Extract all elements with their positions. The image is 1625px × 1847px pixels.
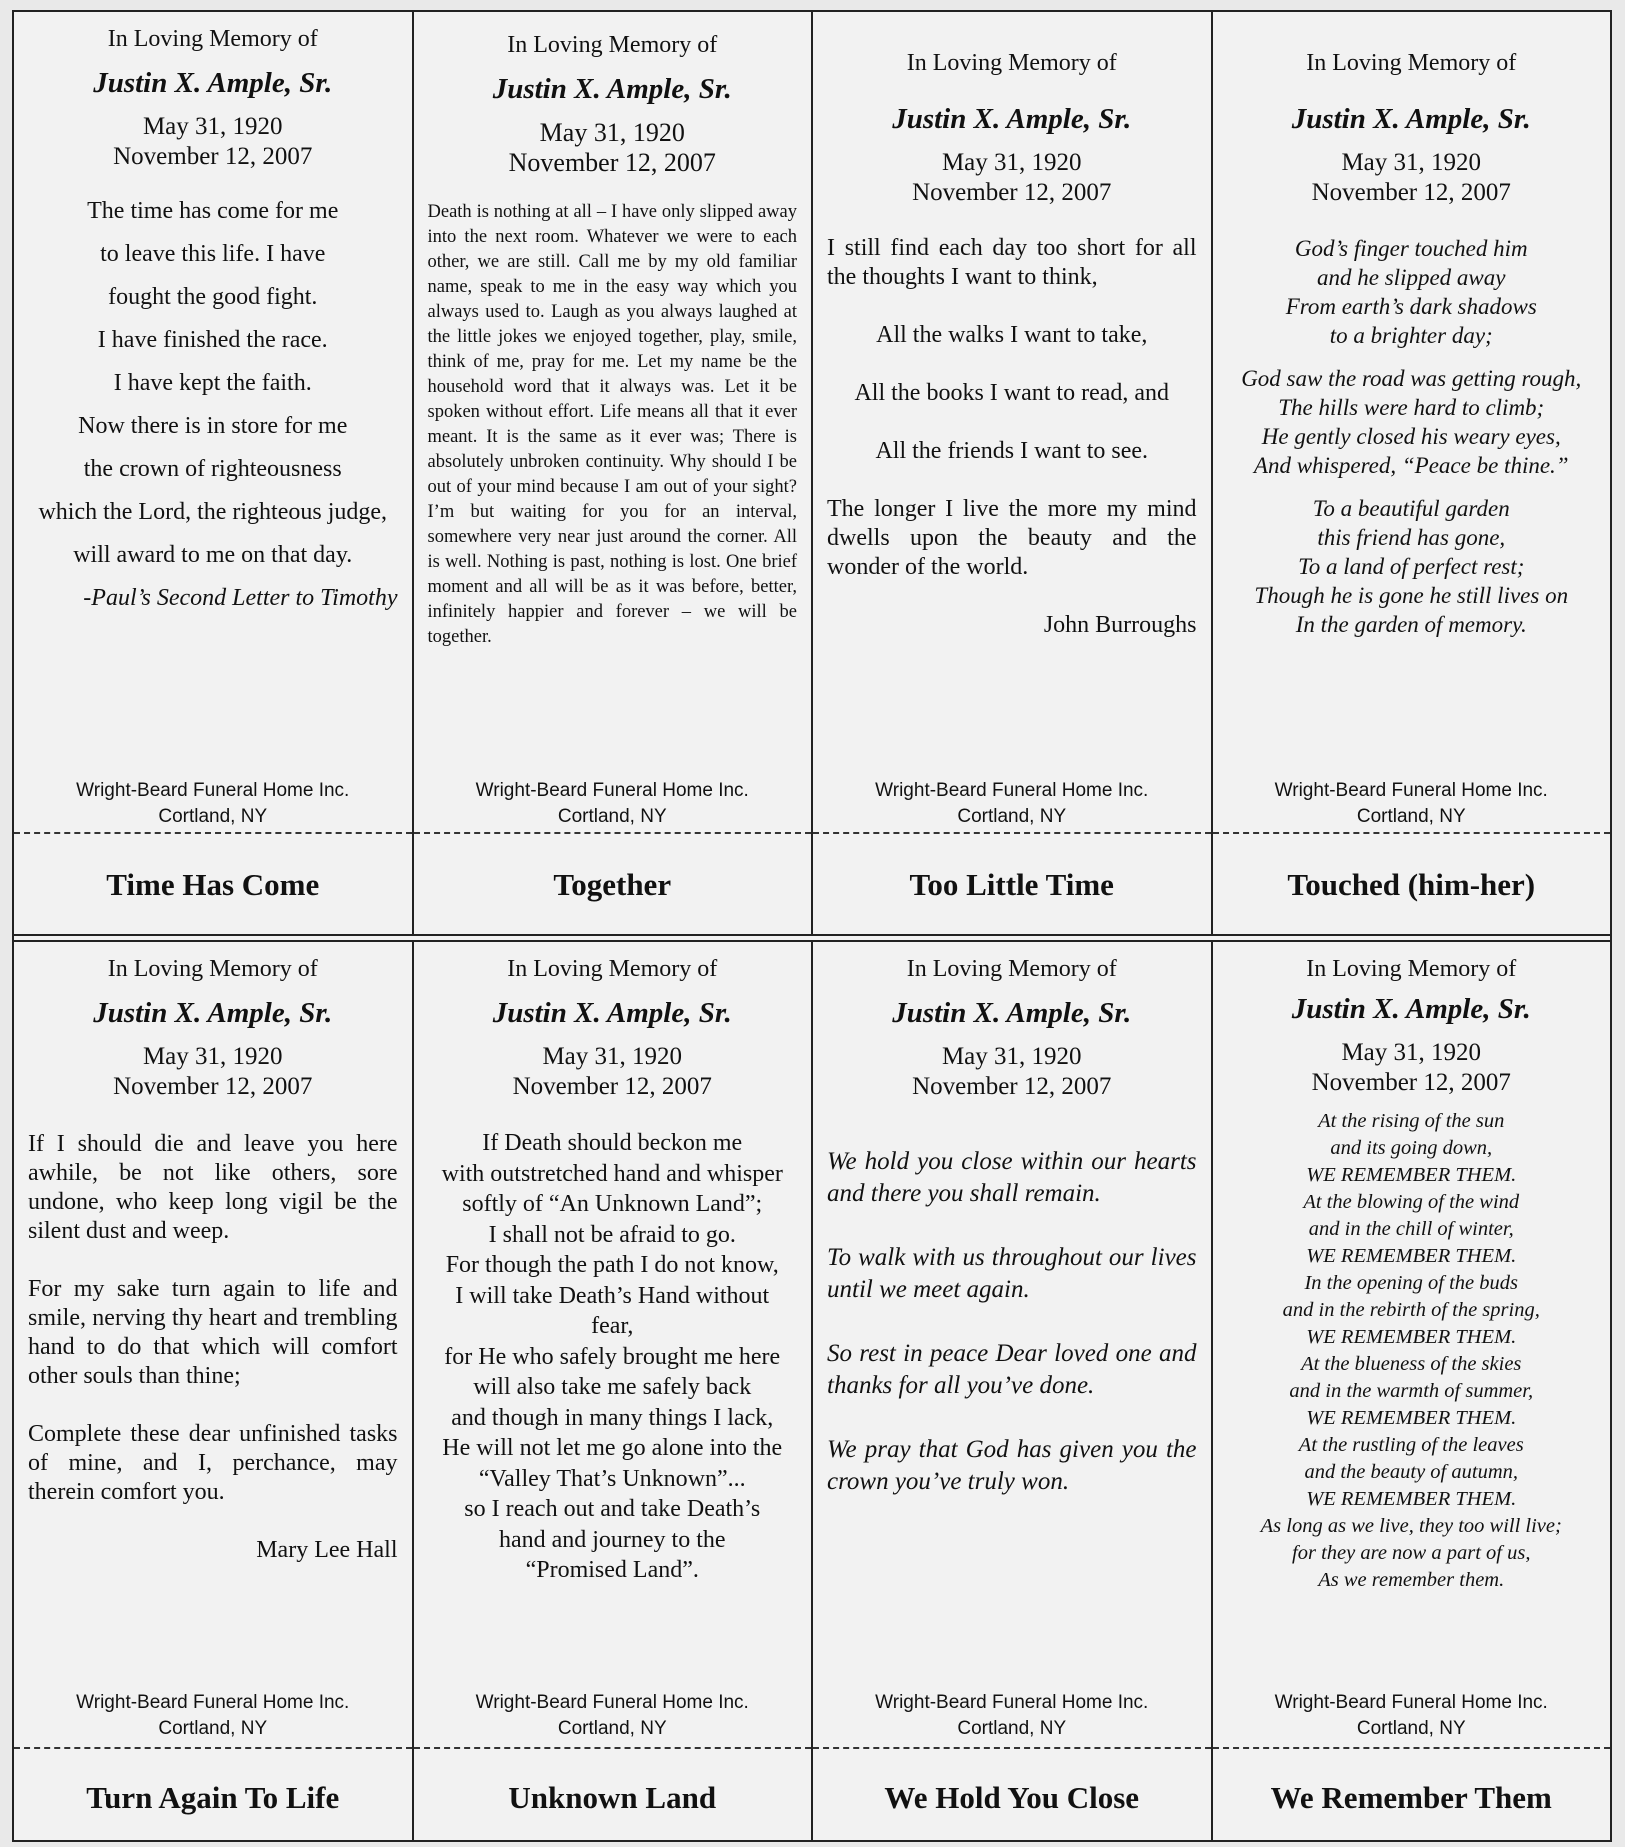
verse-line: with outstretched hand and whisper xyxy=(441,1160,783,1187)
dates xyxy=(28,112,398,172)
deceased-name: Justin X. Ample, Sr. xyxy=(1291,103,1531,135)
verse-attribution: Mary Lee Hall xyxy=(256,1537,398,1563)
verse-line: He gently closed his weary eyes, xyxy=(1261,424,1561,449)
verse xyxy=(28,1130,398,1565)
dates xyxy=(827,148,1197,208)
funeral-home-city: Cortland, NY xyxy=(158,1718,268,1739)
verse-line: I will take Death’s Hand without xyxy=(455,1282,770,1309)
verse xyxy=(1227,234,1597,639)
deceased-name: Justin X. Ample, Sr. xyxy=(93,67,333,99)
birth-date: May 31, 1920 xyxy=(142,113,283,140)
verse-line: The time has come for me xyxy=(87,198,339,224)
card-heading: In Loving Memory of xyxy=(906,50,1117,76)
verse-line: to leave this life. I have xyxy=(100,241,326,267)
verse-text: Death is nothing at all – I have only slipped away into the next room. Whatever we were to each other, we are still. Call me by my old familiar name, speak to me in the easy way which you always used to. Laugh as you always laughed at the little jokes we enjoyed together, play, smile, think of me, pray for me. Let my name be the household word that it always was. Let it be spoken without effort. Life means all that it ever meant. It is the same as it ever was; There is absolutely unbroken continuity. Why should I be out of your mind because I am out of your sight? I’m but waiting for you for an interval, somewhere very near just around the corner. All is well. Nothing is past, nothing is lost. One brief moment and all will be as it was before, better, infinitely happier and forever – we will be together. xyxy=(427,202,797,647)
deceased-name: Justin X. Ample, Sr. xyxy=(492,997,732,1029)
memorial-card-together xyxy=(414,12,814,934)
death-date: November 12, 2007 xyxy=(512,1073,712,1100)
death-date: November 12, 2007 xyxy=(113,143,313,170)
verse-line: To a beautiful garden xyxy=(1312,496,1510,521)
verse-line: and in the warmth of summer, xyxy=(1289,1380,1534,1402)
card-title: Time Has Come xyxy=(106,867,320,902)
deceased-name: Justin X. Ample, Sr. xyxy=(1291,993,1531,1025)
funeral-home-name: Wright-Beard Funeral Home Inc. xyxy=(76,780,350,801)
death-date: November 12, 2007 xyxy=(912,1073,1112,1100)
funeral-home-city: Cortland, NY xyxy=(557,1718,667,1739)
verse-line: At the blowing of the wind xyxy=(1303,1191,1520,1213)
verse-line: WE REMEMBER THEM. xyxy=(1306,1407,1517,1429)
verse-line: So rest in peace Dear loved one and thanks for all you’ve done. xyxy=(827,1340,1197,1399)
verse-line: We hold you close within our hearts and there you shall remain. xyxy=(827,1148,1197,1207)
verse-line: If I should die and leave you here awhile, be not like others, sore undone, who keep long vigil be the silent dust and weep. xyxy=(28,1131,398,1244)
death-date: November 12, 2007 xyxy=(508,148,716,177)
verse-line: He will not let me go alone into the xyxy=(442,1435,783,1461)
funeral-home-city: Cortland, NY xyxy=(1356,806,1466,827)
death-date: November 12, 2007 xyxy=(113,1073,313,1100)
verse-line: and the beauty of autumn, xyxy=(1304,1461,1518,1483)
verse-line: And whispered, “Peace be thine.” xyxy=(1253,453,1569,478)
deceased-name: Justin X. Ample, Sr. xyxy=(892,103,1132,135)
cut-line xyxy=(414,1747,812,1749)
verse-line: Complete these dear unfinished tasks of mine, and I, perchance, may therein comfort you. xyxy=(28,1421,398,1505)
verse-line: Though he is gone he still lives on xyxy=(1254,583,1569,608)
card-heading: In Loving Memory of xyxy=(107,956,318,982)
dates xyxy=(1227,148,1597,208)
verse-line: WE REMEMBER THEM. xyxy=(1306,1326,1517,1348)
card-title: Together xyxy=(553,867,672,902)
death-date: November 12, 2007 xyxy=(1311,1069,1511,1096)
death-date: November 12, 2007 xyxy=(912,179,1112,206)
verse-line: If Death should beckon me xyxy=(482,1130,743,1156)
cut-line xyxy=(14,832,412,834)
card-title: Turn Again To Life xyxy=(86,1780,340,1815)
card-title: We Hold You Close xyxy=(884,1780,1140,1815)
funeral-home-city: Cortland, NY xyxy=(1356,1718,1466,1739)
verse-line: and its going down, xyxy=(1330,1137,1493,1159)
cut-line xyxy=(1213,1747,1611,1749)
birth-date: May 31, 1920 xyxy=(542,1043,683,1070)
verse-line: WE REMEMBER THEM. xyxy=(1306,1164,1517,1186)
verse-line: To walk with us throughout our lives until we meet again. xyxy=(827,1244,1197,1303)
verse-line: We pray that God has given you the crown you’ve truly won. xyxy=(827,1436,1197,1495)
cut-line xyxy=(813,832,1211,834)
verse-line: The hills were hard to climb; xyxy=(1278,395,1545,420)
verse-line: At the rising of the sun xyxy=(1318,1110,1505,1132)
verse-line: will also take me safely back xyxy=(473,1374,752,1400)
card-heading: In Loving Memory of xyxy=(1306,956,1517,982)
verse-line: and he slipped away xyxy=(1317,265,1506,290)
deceased-name: Justin X. Ample, Sr. xyxy=(892,997,1132,1029)
verse-line: so I reach out and take Death’s xyxy=(464,1496,761,1522)
deceased-name: Justin X. Ample, Sr. xyxy=(93,997,333,1029)
card-title: Unknown Land xyxy=(508,1780,717,1815)
memorial-card-time-has-come xyxy=(14,12,414,934)
verse xyxy=(428,1128,798,1586)
death-date: November 12, 2007 xyxy=(1311,179,1511,206)
cut-line xyxy=(813,1747,1211,1749)
verse-line: fought the good fight. xyxy=(108,284,318,310)
verse-line: I shall not be afraid to go. xyxy=(488,1221,736,1248)
funeral-home xyxy=(813,1690,1211,1742)
verse-line: to a brighter day; xyxy=(1329,323,1493,348)
dates xyxy=(428,118,798,178)
funeral-home-city: Cortland, NY xyxy=(957,806,1067,827)
funeral-home-name: Wright-Beard Funeral Home Inc. xyxy=(76,1692,350,1713)
cut-line xyxy=(1213,832,1611,834)
verse-line: As we remember them. xyxy=(1318,1569,1505,1591)
verse-line: for they are now a part of us, xyxy=(1292,1542,1531,1564)
verse-line: To a land of perfect rest; xyxy=(1298,554,1525,579)
cut-line xyxy=(14,1747,412,1749)
verse-line: I still find each day too short for all the thoughts I want to think, xyxy=(827,235,1197,290)
birth-date: May 31, 1920 xyxy=(941,1043,1082,1070)
verse-line: for He who safely brought me here xyxy=(444,1343,781,1370)
row-divider xyxy=(14,934,1610,942)
deceased-name: Justin X. Ample, Sr. xyxy=(492,73,732,105)
verse-attribution: -Paul’s Second Letter to Timothy xyxy=(83,585,398,611)
birth-date: May 31, 1920 xyxy=(539,118,685,147)
memorial-card-turn-again-to-life xyxy=(14,942,414,1840)
verse-line: From earth’s dark shadows xyxy=(1285,294,1537,319)
memorial-card-we-hold-you-close xyxy=(813,942,1213,1840)
verse-line: All the friends I want to see. xyxy=(875,438,1149,464)
verse xyxy=(827,234,1197,640)
funeral-home-name: Wright-Beard Funeral Home Inc. xyxy=(875,1692,1149,1713)
verse-line: All the books I want to read, and xyxy=(854,380,1170,406)
card-heading: In Loving Memory of xyxy=(507,32,718,58)
verse-line: and in the rebirth of the spring, xyxy=(1282,1299,1540,1321)
verse-line: this friend has gone, xyxy=(1317,525,1506,550)
funeral-home xyxy=(14,1690,412,1742)
verse-line: In the opening of the buds xyxy=(1304,1272,1518,1294)
verse xyxy=(1227,1108,1597,1594)
funeral-home-city: Cortland, NY xyxy=(957,1718,1067,1739)
verse-line: will award to me on that day. xyxy=(73,542,353,568)
dates xyxy=(28,1042,398,1102)
verse-attribution: John Burroughs xyxy=(1043,612,1197,638)
verse-line: fear, xyxy=(591,1313,634,1339)
verse-line: “Promised Land”. xyxy=(525,1557,699,1583)
verse-line: The longer I live the more my mind dwells upon the beauty and the wonder of the world. xyxy=(827,496,1197,580)
verse xyxy=(827,1146,1197,1498)
verse-line: God saw the road was getting rough, xyxy=(1241,366,1582,391)
funeral-home-name: Wright-Beard Funeral Home Inc. xyxy=(475,1692,749,1713)
verse-line: As long as we live, they too will live; xyxy=(1260,1515,1562,1537)
funeral-home xyxy=(14,778,412,830)
verse xyxy=(28,190,398,620)
birth-date: May 31, 1920 xyxy=(1341,149,1482,176)
verse-line: In the garden of memory. xyxy=(1295,612,1527,637)
verse-line: hand and journey to the xyxy=(498,1526,726,1553)
card-title: We Remember Them xyxy=(1270,1780,1552,1815)
funeral-home-city: Cortland, NY xyxy=(158,806,268,827)
verse-line: I have kept the faith. xyxy=(113,370,312,396)
funeral-home-name: Wright-Beard Funeral Home Inc. xyxy=(1274,1692,1548,1713)
verse-line: God’s finger touched him xyxy=(1294,236,1528,261)
verse-line: For though the path I do not know, xyxy=(445,1252,779,1278)
verse-line: Now there is in store for me xyxy=(78,413,348,439)
dates xyxy=(1227,1038,1597,1098)
verse-line: I have finished the race. xyxy=(97,327,328,353)
dates xyxy=(827,1042,1197,1102)
verse-line: At the blueness of the skies xyxy=(1301,1353,1522,1375)
card-heading: In Loving Memory of xyxy=(906,956,1117,982)
funeral-home xyxy=(813,778,1211,830)
funeral-home xyxy=(1213,778,1611,830)
verse-line: the crown of righteousness xyxy=(83,456,342,482)
verse-line: and though in many things I lack, xyxy=(451,1404,774,1431)
verse-line: For my sake turn again to life and smile, nerving thy heart and trembling hand to do that which will comfort other souls than thine; xyxy=(28,1276,398,1389)
verse-line: “Valley That’s Unknown”... xyxy=(478,1465,746,1492)
card-title: Too Little Time xyxy=(909,867,1114,902)
card-heading: In Loving Memory of xyxy=(507,956,718,982)
memorial-card-too-little-time xyxy=(813,12,1213,934)
funeral-home-name: Wright-Beard Funeral Home Inc. xyxy=(475,780,749,801)
funeral-home-name: Wright-Beard Funeral Home Inc. xyxy=(875,780,1149,801)
birth-date: May 31, 1920 xyxy=(941,149,1082,176)
bottom-row xyxy=(14,942,1610,1840)
verse-line: WE REMEMBER THEM. xyxy=(1306,1245,1517,1267)
birth-date: May 31, 1920 xyxy=(1341,1039,1482,1066)
funeral-home-name: Wright-Beard Funeral Home Inc. xyxy=(1274,780,1548,801)
memorial-card-unknown-land xyxy=(414,942,814,1840)
birth-date: May 31, 1920 xyxy=(142,1043,283,1070)
cut-line xyxy=(414,832,812,834)
memorial-card-sheet xyxy=(12,10,1612,1842)
memorial-card-we-remember-them xyxy=(1213,942,1611,1840)
top-row xyxy=(14,12,1610,934)
funeral-home xyxy=(414,1690,812,1742)
verse-line: softly of “An Unknown Land”; xyxy=(462,1191,763,1217)
funeral-home-city: Cortland, NY xyxy=(557,806,667,827)
verse-line: All the walks I want to take, xyxy=(876,322,1148,348)
funeral-home xyxy=(1213,1690,1611,1742)
verse xyxy=(428,200,798,650)
funeral-home xyxy=(414,778,812,830)
card-title: Touched (him-her) xyxy=(1287,867,1536,902)
memorial-card-touched xyxy=(1213,12,1611,934)
card-heading: In Loving Memory of xyxy=(1306,50,1517,76)
card-heading: In Loving Memory of xyxy=(107,26,318,52)
verse-line: and in the chill of winter, xyxy=(1308,1218,1514,1240)
verse-line: which the Lord, the righteous judge, xyxy=(38,499,388,525)
verse-line: WE REMEMBER THEM. xyxy=(1306,1488,1517,1510)
dates xyxy=(428,1042,798,1102)
verse-line: At the rustling of the leaves xyxy=(1298,1434,1524,1456)
